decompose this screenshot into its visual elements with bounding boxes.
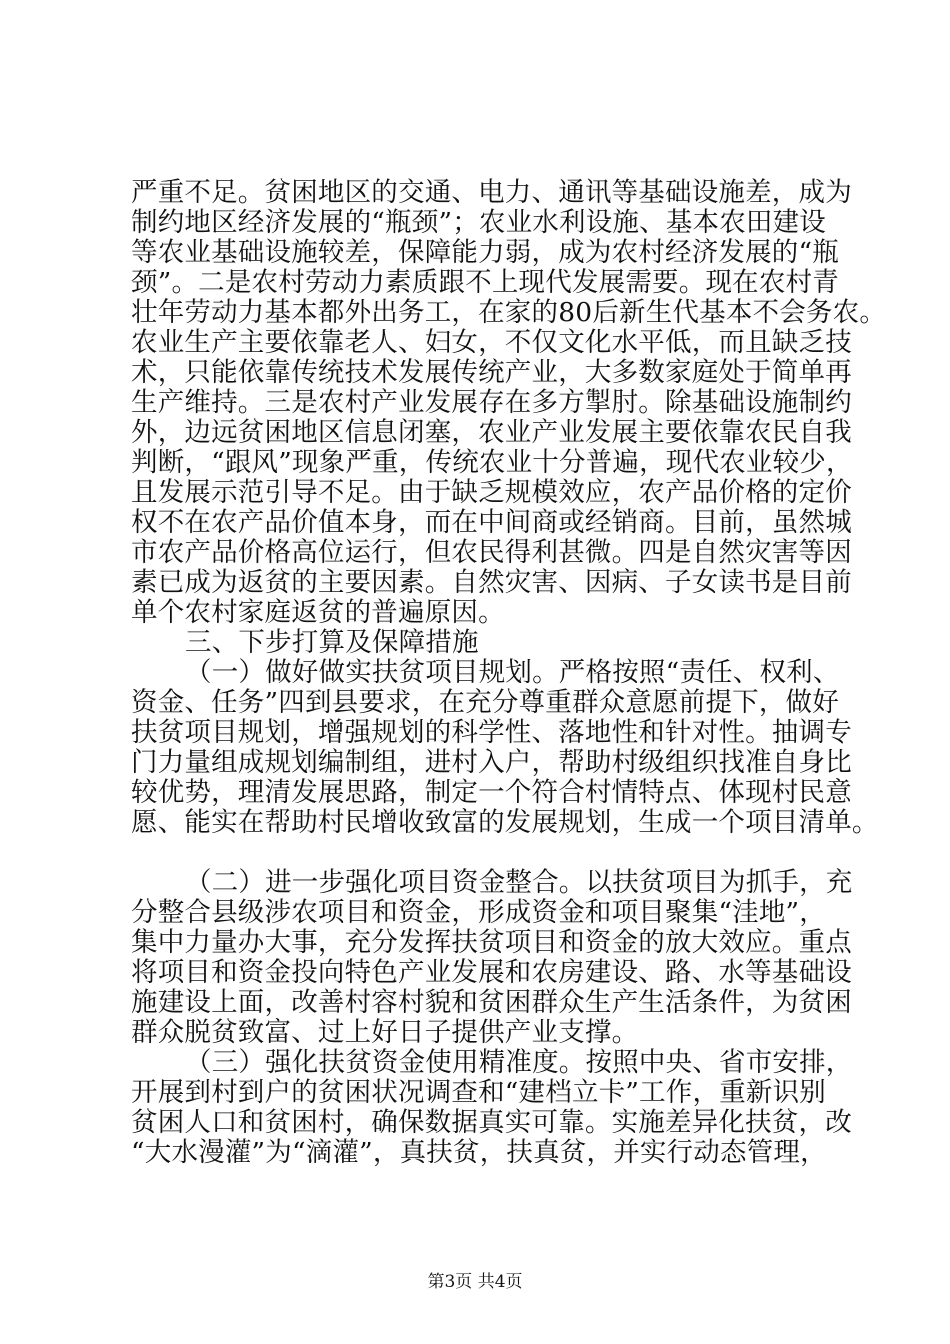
text-line: 外，边远贫困地区信息闭塞，农业产业发展主要依靠农民自我 [131,417,852,448]
text-line: 较优势，理清发展思路，制定一个符合村情特点、体现村民意 [131,777,852,808]
text-line: 权不在农产品价值本身，而在中间商或经销商。目前，虽然城 [131,507,852,538]
page-footer: 第3页 共4页 [427,1272,523,1292]
section-heading: 三、下步打算及保障措施 [185,627,479,658]
text-line: 资金、任务”四到县要求，在充分尊重群众意愿前提下，做好 [131,687,839,718]
text-line: 扶贫项目规划，增强规划的科学性、落地性和针对性。抽调专 [131,717,852,748]
text-line: 制约地区经济发展的“瓶颈”；农业水利设施、基本农田建设 [131,207,826,238]
text-line: 壮年劳动力基本都外出务工，在家的80后新生代基本不会务农。 [131,297,887,328]
text-line: 判断，“跟风”现象严重，传统农业十分普遍，现代农业较少， [131,447,853,478]
text-line: 素已成为返贫的主要因素。自然灾害、因病、子女读书是目前 [131,567,852,598]
text-line: 颈”。二是农村劳动力素质跟不上现代发展需要。现在农村青 [131,267,839,298]
text-line: 将项目和资金投向特色产业发展和农房建设、路、水等基础设 [131,957,852,988]
text-line: 门力量组成规划编制组，进村入户，帮助村级组织找准自身比 [131,747,852,778]
text-line: “大水漫灌”为“滴灌”，真扶贫，扶真贫，并实行动态管理， [131,1137,827,1168]
text-line: 术，只能依靠传统技术发展传统产业，大多数家庭处于简单再 [131,357,852,388]
text-line: 等农业基础设施较差，保障能力弱，成为农村经济发展的“瓶 [131,237,839,268]
text-line: 且发展示范引导不足。由于缺乏规模效应，农产品价格的定价 [131,477,852,508]
text-line: 愿、能实在帮助村民增收致富的发展规划，生成一个项目清单。 [131,807,879,838]
text-line: （一）做好做实扶贫项目规划。严格按照“责任、权利、 [185,657,840,688]
text-line: 单个农村家庭返贫的普遍原因。 [131,597,505,628]
text-line: 集中力量办大事，充分发挥扶贫项目和资金的放大效应。重点 [131,927,852,958]
text-line: 农业生产主要依靠老人、妇女，不仅文化水平低，而且缺乏技 [131,327,852,358]
text-line: 市农产品价格高位运行，但农民得利甚微。四是自然灾害等因 [131,537,852,568]
text-line: 分整合县级涉农项目和资金，形成资金和项目聚集“洼地”， [131,897,826,928]
text-line: 生产维持。三是农村产业发展存在多方掣肘。除基础设施制约 [131,387,852,418]
text-line: 严重不足。贫困地区的交通、电力、通讯等基础设施差，成为 [131,177,852,208]
text-line: 群众脱贫致富、过上好日子提供产业支撑。 [131,1017,639,1048]
text-line: 开展到村到户的贫困状况调查和“建档立卡”工作，重新识别 [131,1077,826,1108]
text-line: 施建设上面，改善村容村貌和贫困群众生产生活条件，为贫困 [131,987,852,1018]
text-line: （二）进一步强化项目资金整合。以扶贫项目为抓手，充 [185,867,853,898]
text-line: 贫困人口和贫困村，确保数据真实可靠。实施差异化扶贫，改 [131,1107,852,1138]
text-line: （三）强化扶贫资金使用精准度。按照中央、省市安排， [185,1047,853,1078]
